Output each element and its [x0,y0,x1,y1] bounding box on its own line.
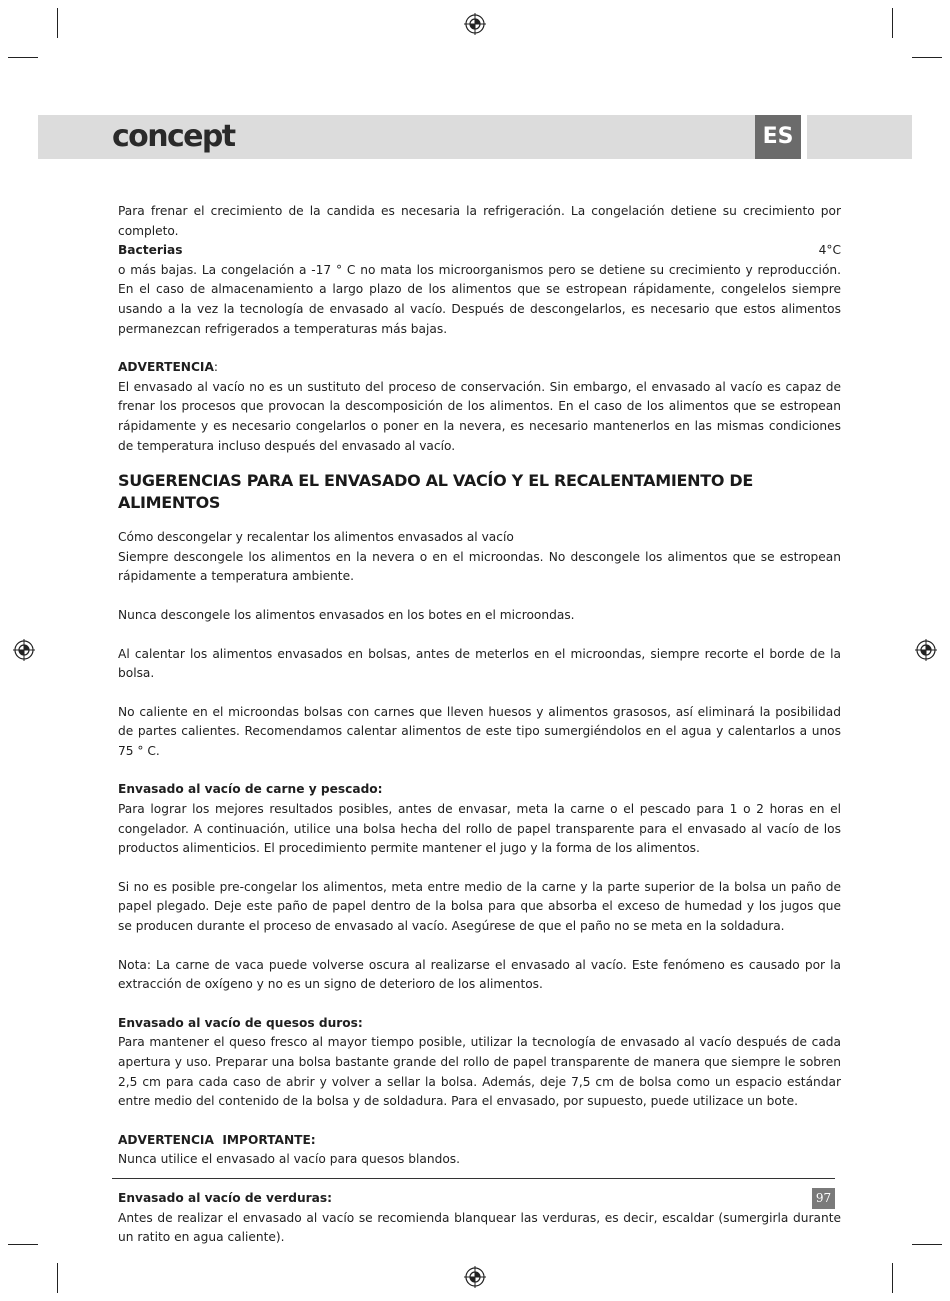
crop-mark [8,57,38,58]
important-warning-heading: ADVERTENCIA IMPORTANTE: [118,1132,316,1147]
intro-paragraph: o más bajas. La congelación a -17 ° C no mata los microorganismos pero se detiene su crecimiento y reproducción. En el caso de almacenamiento a largo plazo de los alimentos que se estropean rápidamente, congelelos siempre usando a la vez la tecnología de envasado al vacío. Después de descongelarlos, es necesario que estos alimentos permanezcan refrigerados a temperaturas más bajas. [118,262,841,336]
registration-mark-icon [464,13,486,35]
bones-text: No caliente en el microondas bolsas con carnes que lleven huesos y alimentos grasosos, así eliminará la posibilidad de partes calientes. Recomendamos calentar alimentos de este tipo sumergiéndolos en el agua y calentarlos a unos 75 ° C. [118,704,841,758]
crop-mark [892,8,893,38]
crop-mark [892,1263,893,1293]
registration-mark-icon [13,639,35,661]
warning-colon: : [213,360,219,375]
precool-text: Si no es posible pre-congelar los alimentos, meta entre medio de la carne y la parte superior de la bolsa un paño de papel plegado. Deje este paño de papel dentro de la bolsa para que absorba el exceso de humedad y los jugos que se producen durante el proceso de envasado al vacío. Asegúrese de que el paño no se meta en la soldadura. [118,879,841,934]
page-content [118,202,841,1248]
important-warning-text: Nunca utilice el envasado al vacío para quesos blandos. [118,1152,460,1167]
vegetables-text: Antes de realizar el envasado al vacío se recomienda blanquear las verduras, es decir, escaldar (sumergirla durante un ratito en agua caliente). [118,1210,841,1245]
language-badge: ES [755,115,801,159]
brand-logo: concept [112,119,235,154]
warning-text: El envasado al vacío no es un sustituto del proceso de conservación. Sin embargo, el envasado al vacío es capaz de frenar los procesos que provocan la descomposición de los alimentos. En el caso de los alimentos que se estropean rápidamente y es necesario congelarlos o poner en la nevera, es necesario mantenerlos en las mismas condiciones de temperatura incluso después del envasado al vacío. [118,379,841,453]
warning-label: ADVERTENCIA [118,360,214,375]
bacterias-row [118,241,841,261]
crop-mark [8,1244,38,1245]
bacterias-temperature: 4°C [818,243,841,258]
cheese-heading: Envasado al vacío de quesos duros: [118,1015,363,1030]
intro-line: Para frenar el crecimiento de la candida es necesaria la refrigeración. La congelación detiene su crecimiento por completo. [118,204,841,238]
cheese-text: Para mantener el queso fresco al mayor tiempo posible, utilizar la tecnología de envasado al vacío después de cada apertura y uso. Preparar una bolsa bastante grande del rollo de papel transparente de manera que siempre le sobren 2,5 cm para cada caso de abrir y volver a sellar la bolsa. Además, deje 7,5 cm de bolsa como un espacio estándar entre medio del contenido de la bolsa y de soldadura. Para el envasado, por supuesto, puede utilizace un bote. [118,1035,841,1109]
footer-rule [112,1178,835,1179]
registration-mark-icon [464,1266,486,1288]
defrost-text: Siempre descongele los alimentos en la nevera o en el microondas. No descongele los alimentos que se estropean rápidamente a temperatura ambiente. [118,549,841,584]
crop-mark [912,1244,942,1245]
header-band-right [807,115,912,159]
defrost-heading: Cómo descongelar y recalentar los alimentos envasados al vacío [118,530,514,545]
crop-mark [912,57,942,58]
crop-mark [57,8,58,38]
warning-heading [118,358,841,378]
bags-text: Al calentar los alimentos envasados en bolsas, antes de meterlos en el microondas, siempre recorte el borde de la bolsa. [118,646,841,681]
section-title: SUGERENCIAS PARA EL ENVASADO AL VACÍO Y EL RECALENTAMIENTO DE ALIMENTOS [118,471,754,513]
vegetables-heading: Envasado al vacío de verduras: [118,1190,333,1205]
crop-mark [57,1263,58,1293]
registration-mark-icon [915,639,937,661]
never-defrost-text: Nunca descongele los alimentos envasados en los botes en el microondas. [118,607,575,622]
meat-heading: Envasado al vacío de carne y pescado: [118,782,383,797]
note-text: Nota: La carne de vaca puede volverse oscura al realizarse el envasado al vacío. Este fenómeno es causado por la extracción de oxígeno y no es un signo de deterioro de los alimentos. [118,957,841,992]
bacterias-label: Bacterias [118,243,183,258]
meat-text: Para lograr los mejores resultados posibles, antes de envasar, meta la carne o el pescado para 1 o 2 horas en el congelador. A continuación, utilice una bolsa hecha del rollo de papel transparente para el envasado al vacío de los productos alimenticios. El procedimiento permite mantener el jugo y la forma de los alimentos. [118,802,841,856]
page-number: 97 [812,1188,835,1209]
